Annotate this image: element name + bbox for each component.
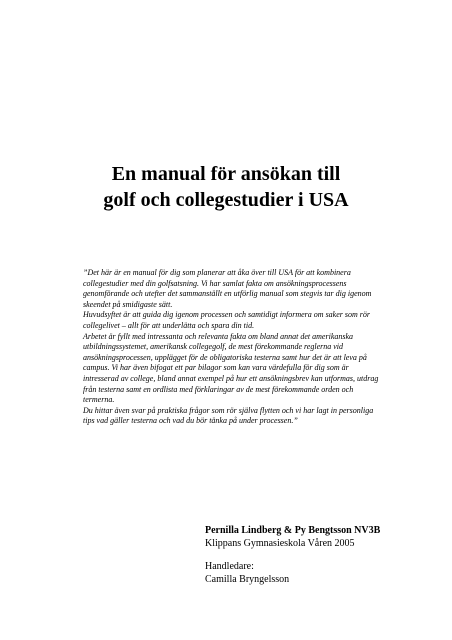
abstract-line: skeendet på smidigaste sätt. — [83, 299, 173, 309]
abstract-line: collegestudier med din golfsatsning. Vi har samlat fakta om ansökningsprocessens — [83, 278, 347, 288]
supervisor-block — [205, 560, 289, 586]
school-line: Klippans Gymnasieskola Våren 2005 — [205, 538, 355, 549]
title-line-1: En manual för ansökan till — [111, 163, 341, 185]
abstract-line: collegelivet – allt för att underlätta och spara din tid. — [83, 320, 255, 330]
abstract — [83, 268, 383, 427]
abstract-line: termerna. — [83, 395, 115, 405]
abstract-line: ”Det här är en manual för dig som planerar att åka över till USA för att kombinera — [83, 268, 351, 277]
supervisor-label: Handledare: — [205, 561, 254, 572]
abstract-line: utbildningssystemet, amerikansk collegegolf, de mest förekommande reglerna vid — [83, 342, 344, 352]
abstract-line: från testerna samt en ordlista med förklaringar av de mest förekommande orden och — [83, 384, 354, 394]
abstract-line: Arbetet är fyllt med intressanta och relevanta fakta om bland annat det amerikanska — [83, 331, 354, 341]
abstract-line: campus. Vi har även bifogat ett par bilagor som kan vara värdefulla för dig som är — [83, 363, 349, 373]
abstract-line: Du hittar även svar på praktiska frågor som rör själva flytten och vi har lagt in personliga — [83, 405, 374, 415]
abstract-line: ansökningsprocessen, upplägget för de obligatoriska testerna samt hur det är att leva på — [83, 352, 367, 362]
abstract-line: intresserad av college, bland annat exempel på hur ett ansökningsbrev kan utformas, utdrag — [83, 373, 379, 383]
abstract-line: tips vad gäller testerna och vad du bör tänka på under processen.” — [83, 416, 298, 426]
supervisor-name: Camilla Bryngelsson — [205, 574, 290, 585]
author-block — [205, 524, 380, 550]
abstract-line: genomförande och utefter det sammanställt en utförlig manual som stegvis tar dig igenom — [83, 289, 372, 299]
abstract-line: Huvudsyftet är att guida dig igenom processen och samtidigt informera om saker som rör — [83, 310, 371, 320]
author-names: Pernilla Lindberg & Py Bengtsson NV3B — [205, 525, 381, 536]
document-title — [0, 161, 452, 213]
title-line-2: golf och collegestudier i USA — [103, 189, 349, 211]
